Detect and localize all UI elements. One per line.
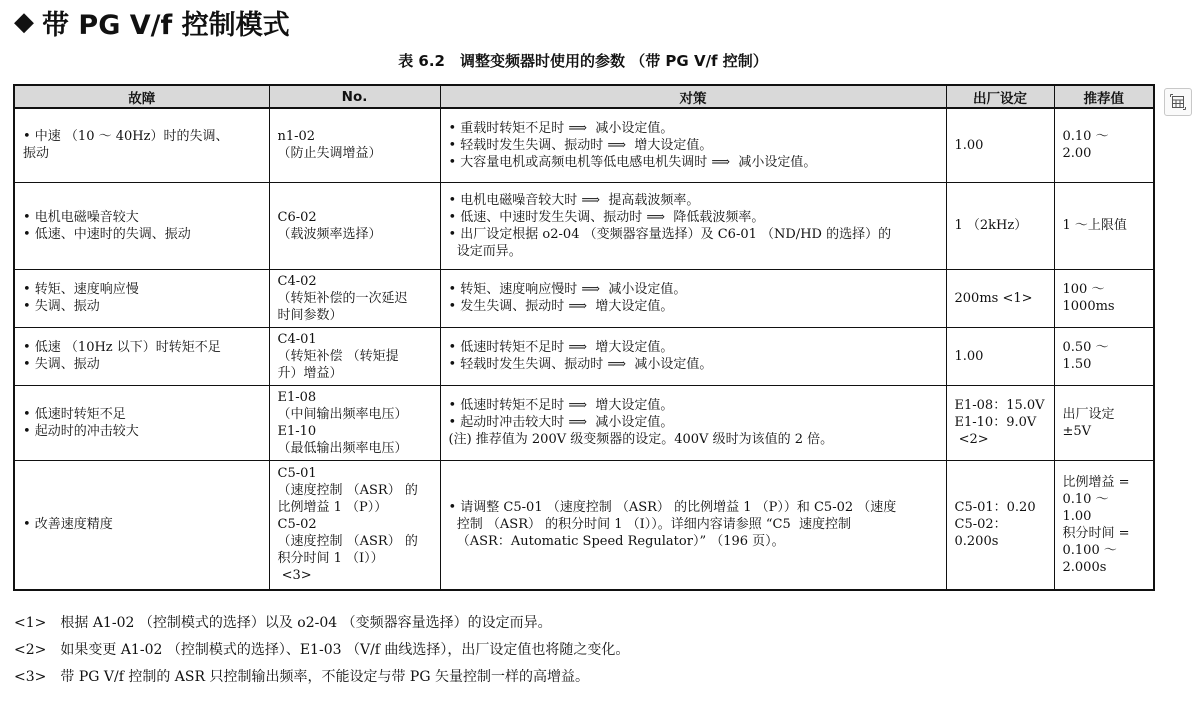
cell-line: • 低速、中速时发生失调、振动时 ⟹ 降低载波频率。 (448, 209, 765, 225)
measure-cell (440, 460, 946, 590)
cell-line: • 起动时的冲击较大 (23, 423, 139, 439)
cell-line: C5-01 (277, 466, 317, 482)
table-header-row (14, 85, 1154, 108)
cell-line: （ASR：Automatic Speed Regulator）” （196 页）。 (448, 534, 785, 550)
cell-line: 出厂设定 (1062, 406, 1115, 422)
cell-line: • 轻载时发生失调、振动时 ⟹ 增大设定值。 (448, 137, 713, 153)
table-row (14, 327, 1154, 385)
footnote-3: <3> 带 PG V/f 控制的 ASR 只控制输出频率，不能设定与带 PG 矢量控制一样的高增益。 (14, 669, 589, 685)
section-title: 带 PG V/f 控制模式 (42, 9, 290, 41)
fault-cell (14, 327, 269, 385)
cell-line: （防止失调增益） (277, 146, 382, 162)
cell-line: • 大容量电机或高频电机等低电感电机失调时 ⟹ 减小设定值。 (448, 154, 817, 170)
cell-line: • 中速 （10 ～ 40Hz）时的失调、 (23, 129, 229, 145)
cell-line: C5-02： (954, 517, 1007, 533)
cell-line: 1.00 (1062, 508, 1092, 524)
cell-line: （转矩补偿 （转矩提 (277, 348, 399, 364)
cell-line: <3> (277, 568, 312, 584)
table-row (14, 460, 1154, 590)
cell-line: • 请调整 C5-01 （速度控制 （ASR） 的比例增益 1 （P））和 C5-02 （速度 (448, 500, 897, 516)
measure-cell (440, 108, 946, 182)
cell-line: E1-08 (277, 389, 317, 405)
cell-line: （速度控制 （ASR） 的 (277, 534, 418, 550)
cell-line: 200ms <1> (954, 290, 1033, 306)
table-row (14, 108, 1154, 182)
footnote-2: <2> 如果变更 A1-02 （控制模式的选择）、E1-03 （V/f 曲线选择），出厂设定值也将随之变化。 (14, 642, 630, 658)
cell-line: ±5V (1062, 423, 1092, 439)
fault-cell (14, 182, 269, 269)
cell-line: E1-10：9.0V (954, 415, 1037, 430)
measure-cell (440, 182, 946, 269)
table-row (14, 182, 1154, 269)
cell-line: 0.200s (954, 534, 999, 550)
cell-line: • 转矩、速度响应慢 (23, 282, 139, 297)
cell-line: E1-08：15.0V (954, 398, 1045, 413)
cell-line: （速度控制 （ASR） 的 (277, 483, 418, 499)
cell-line: 1.00 (954, 137, 984, 153)
cell-line: • 失调、振动 (23, 357, 100, 372)
cell-line: • 低速、中速时的失调、振动 (23, 226, 191, 242)
recommended-value-cell (1054, 182, 1154, 269)
no-cell (269, 108, 440, 182)
cell-line: 振动 (23, 146, 50, 162)
cell-line: 升）增益） (277, 365, 343, 381)
cell-line: 1000ms (1062, 299, 1115, 314)
column-header-recommended: 推荐值 (1054, 85, 1154, 108)
no-cell (269, 327, 440, 385)
cell-line: • 起动时冲击较大时 ⟹ 减小设定值。 (448, 415, 674, 430)
fault-cell (14, 108, 269, 182)
factory-setting-cell (946, 385, 1054, 460)
cell-line: E1-10 (277, 423, 317, 439)
recommended-value-cell (1054, 460, 1154, 590)
cell-line: • 转矩、速度响应慢时 ⟹ 减小设定值。 (448, 282, 687, 297)
cell-line: • 改善速度精度 (23, 517, 113, 533)
measure-cell (440, 327, 946, 385)
cell-line: • 轻载时发生失调、振动时 ⟹ 减小设定值。 (448, 357, 713, 372)
measure-cell (440, 269, 946, 327)
column-header-no: No. (269, 85, 440, 108)
cell-line: 积分时间 1 （I）） (277, 551, 384, 567)
table-row (14, 269, 1154, 327)
footnote-1: <1> 根据 A1-02 （控制模式的选择）以及 o2-04 （变频器容量选择）的设定而异。 (14, 615, 552, 631)
recommended-value-cell (1054, 269, 1154, 327)
recommended-value-cell (1054, 385, 1154, 460)
section-heading (14, 3, 290, 41)
cell-line: • 低速时转矩不足 (23, 406, 126, 422)
no-cell (269, 182, 440, 269)
cell-line: 控制 （ASR） 的积分时间 1 （I））。详细内容请参照 “C5 速度控制 (448, 517, 852, 533)
cell-line: (注) 推荐值为 200V 级变频器的设定。400V 级时为该值的 2 倍。 (448, 432, 834, 447)
factory-setting-cell (946, 108, 1054, 182)
fault-cell (14, 385, 269, 460)
footnotes (14, 610, 629, 691)
cell-line: C5-02 (277, 517, 317, 533)
cell-line: • 出厂设定根据 o2-04 （变频器容量选择）及 C6-01 （ND/HD 的选择）的 (448, 226, 892, 242)
column-header-measure: 对策 (440, 85, 946, 108)
fault-cell (14, 460, 269, 590)
table-caption: 表 6.2 调整变频器时使用的参数 （带 PG V/f 控制） (398, 52, 768, 70)
no-cell (269, 385, 440, 460)
cell-line: 1 ～上限值 (1062, 218, 1127, 233)
parameter-table (13, 84, 1155, 591)
cell-line: 1 （2kHz） (954, 218, 1028, 233)
cell-line: （最低输出频率电压） (277, 440, 408, 456)
cell-line: 2.000s (1062, 559, 1107, 575)
cell-line: 2.00 (1062, 146, 1092, 162)
cell-line: （中间输出频率电压） (277, 406, 408, 422)
cell-line: • 电机电磁噪音较大 (23, 209, 139, 225)
cell-line: • 低速 （10Hz 以下）时转矩不足 (23, 340, 221, 355)
frame-icon (1170, 94, 1186, 110)
cell-line: 积分时间 = (1062, 525, 1130, 541)
cell-line: C5-01：0.20 (954, 500, 1036, 516)
recommended-value-cell (1054, 108, 1154, 182)
table-row (14, 385, 1154, 460)
cell-line: C6-02 (277, 209, 317, 225)
cell-line: • 重载时转矩不足时 ⟹ 减小设定值。 (448, 120, 674, 136)
cell-line: 0.10 ～ (1062, 491, 1109, 507)
diamond-bullet-icon: ◆ (14, 7, 34, 37)
cell-line: 设定而异。 (448, 243, 522, 259)
cell-line: 0.50 ～ (1062, 340, 1109, 355)
cell-line: n1-02 (277, 129, 316, 145)
factory-setting-cell (946, 460, 1054, 590)
cell-line: 比例增益 = (1062, 474, 1130, 490)
cell-line: • 发生失调、振动时 ⟹ 增大设定值。 (448, 299, 674, 314)
fault-cell (14, 269, 269, 327)
cell-line: • 失调、振动 (23, 299, 100, 314)
cell-line: 比例增益 1 （P）） (277, 500, 388, 516)
cell-line: • 低速时转矩不足时 ⟹ 增大设定值。 (448, 398, 674, 413)
table-view-icon[interactable] (1164, 88, 1192, 116)
factory-setting-cell (946, 182, 1054, 269)
cell-line: • 低速时转矩不足时 ⟹ 增大设定值。 (448, 340, 674, 355)
cell-line: • 电机电磁噪音较大时 ⟹ 提高载波频率。 (448, 192, 700, 208)
factory-setting-cell (946, 269, 1054, 327)
column-header-factory-setting: 出厂设定 (946, 85, 1054, 108)
cell-line: 1.00 (954, 348, 984, 364)
cell-line: 100 ～ (1062, 282, 1105, 297)
cell-line: 0.100 ～ (1062, 542, 1117, 558)
column-header-fault: 故障 (14, 85, 269, 108)
cell-line: 1.50 (1062, 357, 1092, 372)
no-cell (269, 269, 440, 327)
cell-line: （载波频率选择） (277, 226, 382, 242)
no-cell (269, 460, 440, 590)
cell-line: （转矩补偿的一次延迟 (277, 290, 408, 306)
cell-line: 0.10 ～ (1062, 129, 1109, 145)
cell-line: C4-01 (277, 331, 317, 347)
measure-cell (440, 385, 946, 460)
factory-setting-cell (946, 327, 1054, 385)
cell-line: C4-02 (277, 273, 317, 289)
cell-line: 时间参数） (277, 307, 343, 323)
recommended-value-cell (1054, 327, 1154, 385)
cell-line: <2> (954, 432, 989, 447)
